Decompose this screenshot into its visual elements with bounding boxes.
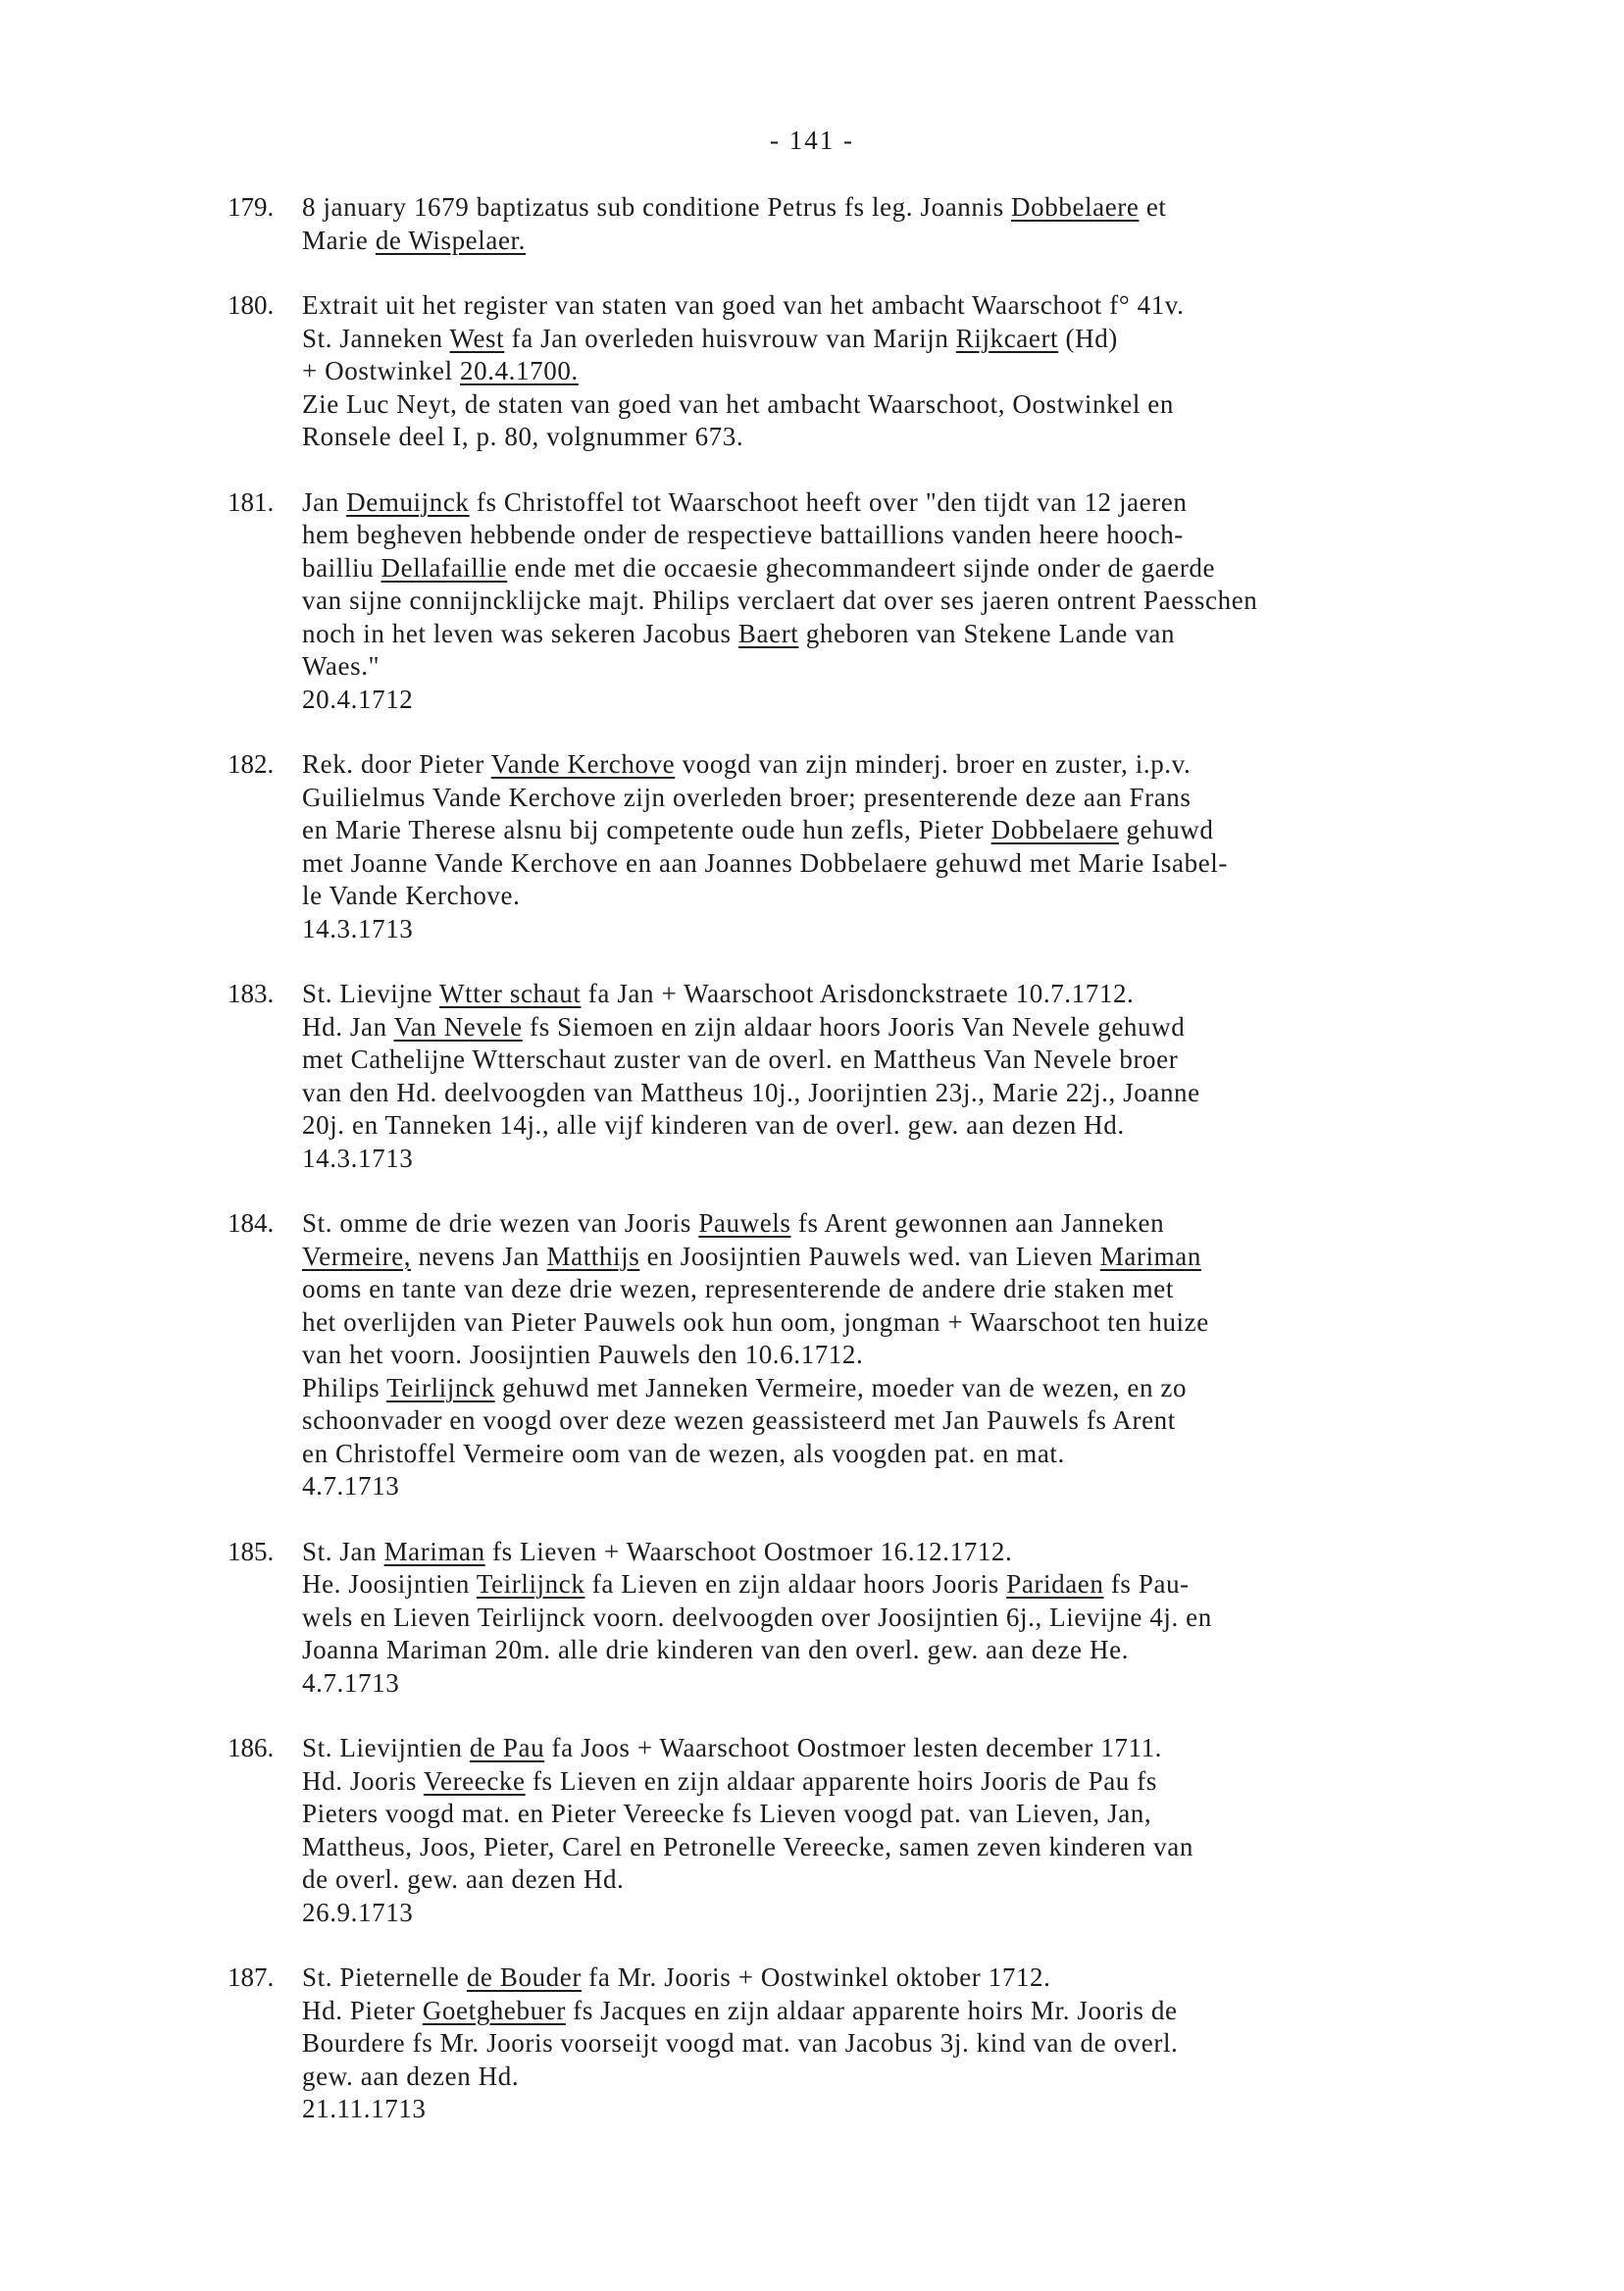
text-line bbox=[302, 880, 1600, 913]
text-segment: le Vande Kerchove. bbox=[302, 881, 521, 910]
text-segment: met Cathelijne Wtterschaut zuster van de overl. en Mattheus Van Nevele broer bbox=[302, 1044, 1179, 1074]
text-line bbox=[302, 1339, 1600, 1372]
text-segment: St. Pieternelle bbox=[302, 1962, 467, 1992]
entry bbox=[228, 978, 1600, 1175]
text-segment: fa Joos + Waarschoot Oostmoer lesten december 1711. bbox=[544, 1733, 1163, 1762]
text-segment: fs Christoffel tot Waarschoot heeft over "den tijdt van 12 jaeren bbox=[469, 486, 1188, 517]
entry bbox=[228, 1961, 1600, 2126]
text-line bbox=[302, 782, 1600, 815]
text-line bbox=[302, 1863, 1600, 1897]
text-line bbox=[302, 1831, 1600, 1864]
text-line bbox=[302, 1732, 1600, 1765]
text-line bbox=[302, 618, 1600, 651]
text-line bbox=[302, 388, 1600, 422]
text-segment: fs Siemoen en zijn aldaar hoors Jooris Van Nevele gehuwd bbox=[522, 1011, 1186, 1042]
underlined-name: Dobbelaere bbox=[1011, 192, 1140, 222]
text-segment: Marie bbox=[302, 225, 376, 255]
text-segment: St. Lievijntien bbox=[302, 1733, 470, 1762]
entry bbox=[228, 1207, 1600, 1503]
text-segment: 26.9.1713 bbox=[302, 1897, 414, 1927]
text-line bbox=[302, 1044, 1600, 1077]
text-segment: Bourdere fs Mr. Jooris voorseijt voogd mat. van Jacobus 3j. kind van de overl. bbox=[302, 2028, 1179, 2058]
entry-number: 184. bbox=[228, 1208, 275, 1238]
text-segment: van den Hd. deelvoogden van Mattheus 10j., Joorijntien 23j., Marie 22j., Joanne bbox=[302, 1077, 1200, 1107]
text-segment: voogd van zijn minderj. broer en zuster, i.p.v. bbox=[675, 749, 1192, 779]
text-segment: Philips bbox=[302, 1372, 387, 1402]
text-segment: fa Jan overleden huisvrouw van Marijn bbox=[504, 323, 956, 353]
text-line bbox=[302, 1765, 1600, 1799]
underlined-name: de Pau bbox=[469, 1733, 545, 1762]
text-segment: Hd. Jan bbox=[302, 1011, 394, 1042]
text-segment: van het voorn. Joosijntien Pauwels den 10.6.1712. bbox=[302, 1340, 864, 1369]
text-line bbox=[302, 486, 1600, 520]
entry-text bbox=[302, 748, 1600, 945]
underlined-name: West bbox=[449, 323, 505, 353]
text-segment: Hd. Jooris bbox=[302, 1765, 424, 1796]
text-line bbox=[302, 421, 1600, 454]
text-segment: St. Lievijne bbox=[302, 979, 440, 1008]
text-line bbox=[302, 1011, 1600, 1044]
text-line bbox=[302, 1143, 1600, 1176]
text-segment: St. Janneken bbox=[302, 323, 450, 353]
text-segment: et bbox=[1139, 192, 1167, 222]
text-line bbox=[302, 1273, 1600, 1306]
entry-text bbox=[302, 1207, 1600, 1503]
text-line bbox=[302, 748, 1600, 782]
underlined-name: de Bouder bbox=[466, 1962, 582, 1992]
text-segment: 21.11.1713 bbox=[302, 2094, 427, 2123]
text-segment: Guilielmus Vande Kerchove zijn overleden broer; presenterende deze aan Frans bbox=[302, 782, 1192, 812]
entry bbox=[228, 191, 1600, 257]
text-segment: St. Jan bbox=[302, 1536, 384, 1566]
underlined-name: Mariman bbox=[383, 1536, 485, 1566]
text-segment: 14.3.1713 bbox=[302, 1143, 414, 1173]
text-segment: ende met die occaesie ghecommandeert sijnde onder de gaerde bbox=[507, 552, 1216, 583]
text-segment: wels en Lieven Teirlijnck voorn. deelvoogden over Joosijntien 6j., Lievijne 4j. en bbox=[302, 1602, 1212, 1632]
text-line bbox=[302, 684, 1600, 717]
text-line bbox=[302, 1634, 1600, 1667]
underlined-name: Demuijnck bbox=[346, 486, 470, 517]
entry bbox=[228, 486, 1600, 717]
text-line bbox=[302, 1602, 1600, 1635]
text-line bbox=[302, 1798, 1600, 1831]
text-segment: ooms en tante van deze drie wezen, representerende de andere drie staken met bbox=[302, 1274, 1174, 1303]
text-segment: gew. aan dezen Hd. bbox=[302, 2061, 520, 2091]
text-segment: Jan bbox=[302, 486, 347, 517]
text-segment: Hd. Pieter bbox=[302, 1995, 423, 2025]
text-segment: 20j. en Tanneken 14j., alle vijf kinderen van de overl. gew. aan dezen Hd. bbox=[302, 1110, 1125, 1140]
entry-text bbox=[302, 486, 1600, 717]
entry-number: 180. bbox=[228, 290, 275, 320]
text-segment: schoonvader en voogd over deze wezen geassisteerd met Jan Pauwels fs Arent bbox=[302, 1405, 1176, 1435]
entry-text bbox=[302, 1732, 1600, 1929]
text-segment: fa Lieven en zijn aldaar hoors Jooris bbox=[584, 1569, 1007, 1599]
text-segment: nevens Jan bbox=[411, 1241, 547, 1271]
entry-number: 187. bbox=[228, 1962, 275, 1992]
text-line bbox=[302, 355, 1600, 388]
text-segment: 8 january 1679 baptizatus sub conditione Petrus fs leg. Joannis bbox=[302, 192, 1012, 222]
entry-text bbox=[302, 289, 1600, 454]
text-segment: fs Jacques en zijn aldaar apparente hoirs Mr. Jooris de bbox=[565, 1995, 1178, 2025]
text-segment: Rek. door Pieter bbox=[302, 749, 491, 779]
underlined-name: 20.4.1700. bbox=[460, 356, 579, 385]
text-line bbox=[302, 1109, 1600, 1143]
entry-number: 182. bbox=[228, 749, 275, 779]
text-segment: Ronsele deel I, p. 80, volgnummer 673. bbox=[302, 422, 744, 451]
text-segment: de overl. gew. aan dezen Hd. bbox=[302, 1864, 625, 1894]
text-line bbox=[302, 2093, 1600, 2126]
text-segment: bailliu bbox=[302, 552, 381, 583]
text-segment: fs Lieven en zijn aldaar apparente hoirs Jooris de Pau fs bbox=[525, 1765, 1157, 1796]
entry-text bbox=[302, 1961, 1600, 2126]
text-segment: 4.7.1713 bbox=[302, 1471, 400, 1501]
text-segment: en Joosijntien Pauwels wed. van Lieven bbox=[639, 1241, 1100, 1271]
text-line bbox=[302, 519, 1600, 552]
text-line bbox=[302, 1372, 1600, 1405]
underlined-name: Matthijs bbox=[546, 1241, 640, 1271]
text-segment: gehuwd met Janneken Vermeire, moeder van de wezen, en zo bbox=[494, 1372, 1188, 1402]
text-segment: He. Joosijntien bbox=[302, 1569, 477, 1599]
text-line bbox=[302, 552, 1600, 585]
underlined-name: Teirlijnck bbox=[386, 1372, 495, 1402]
text-line bbox=[302, 1995, 1600, 2028]
text-line bbox=[302, 1961, 1600, 1995]
text-segment: St. omme de drie wezen van Jooris bbox=[302, 1208, 699, 1238]
text-line bbox=[302, 2061, 1600, 2094]
entry bbox=[228, 289, 1600, 454]
text-segment: 4.7.1713 bbox=[302, 1667, 400, 1698]
text-line bbox=[302, 1897, 1600, 1930]
text-line bbox=[302, 191, 1600, 225]
text-segment: fa Mr. Jooris + Oostwinkel oktober 1712. bbox=[581, 1962, 1051, 1992]
text-line bbox=[302, 225, 1600, 258]
underlined-name: Wtter schaut bbox=[439, 979, 582, 1008]
text-line bbox=[302, 323, 1600, 356]
text-line bbox=[302, 289, 1600, 323]
underlined-name: Van Nevele bbox=[393, 1011, 523, 1042]
text-segment: van sijne connijncklijcke majt. Philips verclaert dat over ses jaeren ontrent Paesschen bbox=[302, 585, 1258, 615]
entry bbox=[228, 748, 1600, 945]
entry-text bbox=[302, 191, 1600, 257]
entries-list bbox=[228, 191, 1600, 2159]
entry-text bbox=[302, 1536, 1600, 1701]
text-segment: hem begheven hebbende onder de respectieve battaillions vanden heere hooch- bbox=[302, 520, 1184, 549]
text-line bbox=[302, 2027, 1600, 2061]
underlined-name: Paridaen bbox=[1006, 1569, 1104, 1599]
text-segment: fa Jan + Waarschoot Arisdonckstraete 10.7.1712. bbox=[581, 979, 1135, 1008]
underlined-name: Vermeire, bbox=[302, 1241, 412, 1271]
text-segment: Mattheus, Joos, Pieter, Carel en Petronelle Vereecke, samen zeven kinderen van bbox=[302, 1831, 1193, 1861]
underlined-name: Mariman bbox=[1099, 1241, 1201, 1271]
underlined-name: Teirlijnck bbox=[476, 1569, 585, 1599]
entry-text bbox=[302, 978, 1600, 1175]
text-line bbox=[302, 1404, 1600, 1438]
underlined-name: Pauwels bbox=[698, 1208, 791, 1238]
text-line bbox=[302, 1077, 1600, 1110]
text-line bbox=[302, 1306, 1600, 1340]
text-segment: gehuwd bbox=[1119, 815, 1214, 844]
text-line bbox=[302, 1207, 1600, 1241]
text-segment: (Hd) bbox=[1058, 323, 1118, 353]
text-segment: 20.4.1712 bbox=[302, 684, 414, 714]
text-segment: Joanna Mariman 20m. alle drie kinderen van den overl. gew. aan deze He. bbox=[302, 1635, 1130, 1664]
underlined-name: Rijkcaert bbox=[955, 323, 1059, 353]
text-segment: fs Pau- bbox=[1103, 1569, 1190, 1599]
underlined-name: Vereecke bbox=[423, 1765, 526, 1796]
underlined-name: Baert bbox=[737, 618, 799, 648]
entry bbox=[228, 1732, 1600, 1929]
text-segment: met Joanne Vande Kerchove en aan Joannes Dobbelaere gehuwd met Marie Isabel- bbox=[302, 847, 1228, 878]
text-segment: Extrait uit het register van staten van goed van het ambacht Waarschoot f° 41v. bbox=[302, 290, 1185, 320]
text-segment: het overlijden van Pieter Pauwels ook hun oom, jongman + Waarschoot ten huize bbox=[302, 1306, 1209, 1337]
underlined-name: Dellafaillie bbox=[381, 552, 508, 583]
text-segment: Pieters voogd mat. en Pieter Vereecke fs Lieven voogd pat. van Lieven, Jan, bbox=[302, 1799, 1152, 1828]
text-line bbox=[302, 585, 1600, 618]
entry-number: 183. bbox=[228, 979, 275, 1008]
text-line bbox=[302, 1667, 1600, 1701]
text-line bbox=[302, 1438, 1600, 1471]
text-line bbox=[302, 847, 1600, 881]
entry bbox=[228, 1536, 1600, 1701]
text-segment: fs Lieven + Waarschoot Oostmoer 16.12.1712. bbox=[484, 1536, 1013, 1566]
page-number: - 141 - bbox=[770, 126, 854, 155]
entry-number: 179. bbox=[228, 192, 275, 222]
text-segment: + Oostwinkel bbox=[302, 356, 461, 385]
text-segment: noch in het leven was sekeren Jacobus bbox=[302, 618, 738, 648]
text-segment: 14.3.1713 bbox=[302, 913, 414, 943]
entry-number: 181. bbox=[228, 486, 275, 517]
underlined-name: Vande Kerchove bbox=[490, 749, 676, 779]
underlined-name: de Wispelaer. bbox=[375, 225, 526, 255]
underlined-name: Dobbelaere bbox=[990, 815, 1120, 844]
text-line bbox=[302, 1536, 1600, 1569]
underlined-name: Goetghebuer bbox=[422, 1995, 566, 2025]
text-segment: Zie Luc Neyt, de staten van goed van het ambacht Waarschoot, Oostwinkel en bbox=[302, 388, 1174, 419]
text-segment: Waes." bbox=[302, 651, 381, 681]
text-line bbox=[302, 650, 1600, 684]
text-line bbox=[302, 814, 1600, 847]
text-segment: en Marie Therese alsnu bij competente oude hun zefls, Pieter bbox=[302, 815, 991, 844]
text-line bbox=[302, 1470, 1600, 1503]
text-line bbox=[302, 913, 1600, 946]
entry-number: 186. bbox=[228, 1733, 275, 1762]
text-line bbox=[302, 1568, 1600, 1602]
text-segment: gheboren van Stekene Lande van bbox=[798, 618, 1176, 648]
entry-number: 185. bbox=[228, 1536, 275, 1566]
text-line bbox=[302, 1241, 1600, 1274]
text-line bbox=[302, 978, 1600, 1011]
text-segment: fs Arent gewonnen aan Janneken bbox=[790, 1208, 1165, 1238]
text-segment: en Christoffel Vermeire oom van de wezen, als voogden pat. en mat. bbox=[302, 1438, 1065, 1468]
